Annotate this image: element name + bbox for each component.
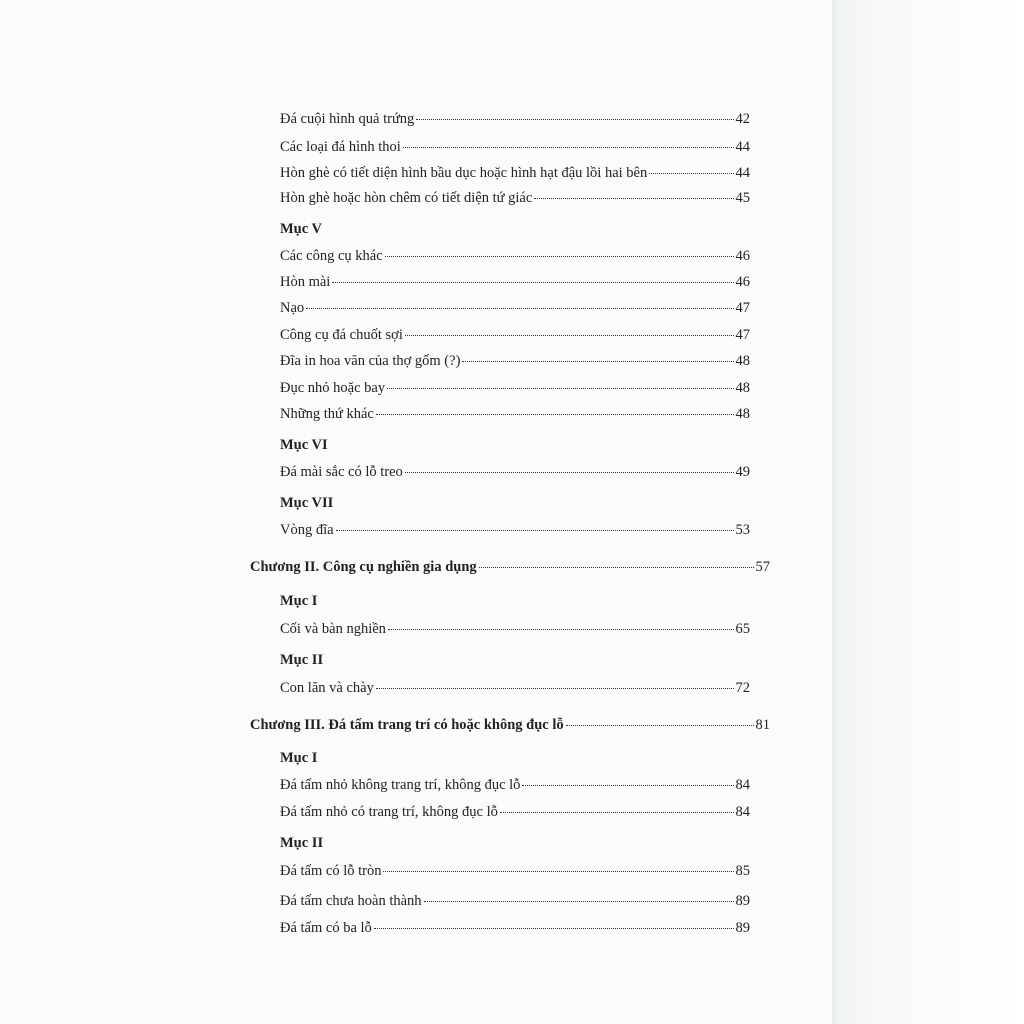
dot-leader [383,871,733,872]
toc-entry: Những thứ khác 48 [280,406,750,422]
section-heading: Mục II [280,835,324,851]
dot-leader [479,567,754,568]
page-edge-shadow [832,0,1024,1024]
toc-entry: Nạo 47 [280,300,750,316]
dot-leader [376,414,734,415]
section-heading: Mục VII [280,495,334,511]
dot-leader [336,530,734,531]
section-heading: Mục V [280,221,323,237]
chapter-entry: Chương II. Công cụ nghiền gia dụng 57 [250,559,770,575]
toc-entry: Đá tấm có ba lỗ 89 [280,920,750,936]
dot-leader [388,629,734,630]
dot-leader [306,308,733,309]
toc-entry: Đĩa in hoa văn của thợ gốm (?) 48 [280,353,750,369]
section-heading: Mục II [280,652,324,668]
dot-leader [385,256,734,257]
toc-entry: Hòn ghè có tiết diện hình bầu dục hoặc hình hạt đậu lồi hai bên 44 [280,165,750,181]
dot-leader [403,147,734,148]
chapter-entry: Chương III. Đá tấm trang trí có hoặc không đục lỗ 81 [250,717,770,733]
toc-entry: Đá tấm nhỏ không trang trí, không đục lỗ 84 [280,777,750,793]
section-heading: Mục I [280,750,318,766]
dot-leader [566,725,754,726]
dot-leader [416,119,733,120]
dot-leader [332,282,733,283]
dot-leader [500,812,734,813]
toc-entry: Đá tấm chưa hoàn thành 89 [280,893,750,909]
dot-leader [374,928,734,929]
toc-entry: Công cụ đá chuốt sợi 47 [280,327,750,343]
toc-entry: Đá mài sắc có lỗ treo 49 [280,464,750,480]
dot-leader [522,785,733,786]
toc-entry: Các công cụ khác 46 [280,248,750,264]
toc-entry: Cối và bàn nghiền 65 [280,621,750,637]
dot-leader [462,361,733,362]
dot-leader [376,688,734,689]
toc-entry: Đá tấm nhỏ có trang trí, không đục lỗ 84 [280,804,750,820]
toc-entry: Con lăn và chày 72 [280,680,750,696]
dot-leader [405,472,734,473]
dot-leader [405,335,734,336]
toc-entry: Đá tấm có lỗ tròn 85 [280,863,750,879]
dot-leader [387,388,733,389]
section-heading: Mục I [280,593,318,609]
toc-entry: Hòn mài 46 [280,274,750,290]
toc-entry: Hòn ghè hoặc hòn chêm có tiết diện tứ giác 45 [280,190,750,206]
dot-leader [424,901,734,902]
toc-entry: Đục nhỏ hoặc bay 48 [280,380,750,396]
toc-entry: Đá cuội hình quả trứng 42 [280,111,750,127]
dot-leader [534,198,733,199]
toc-entry: Các loại đá hình thoi 44 [280,139,750,155]
section-heading: Mục VI [280,437,328,453]
dot-leader [649,173,733,174]
toc-entry: Vòng đĩa 53 [280,522,750,538]
